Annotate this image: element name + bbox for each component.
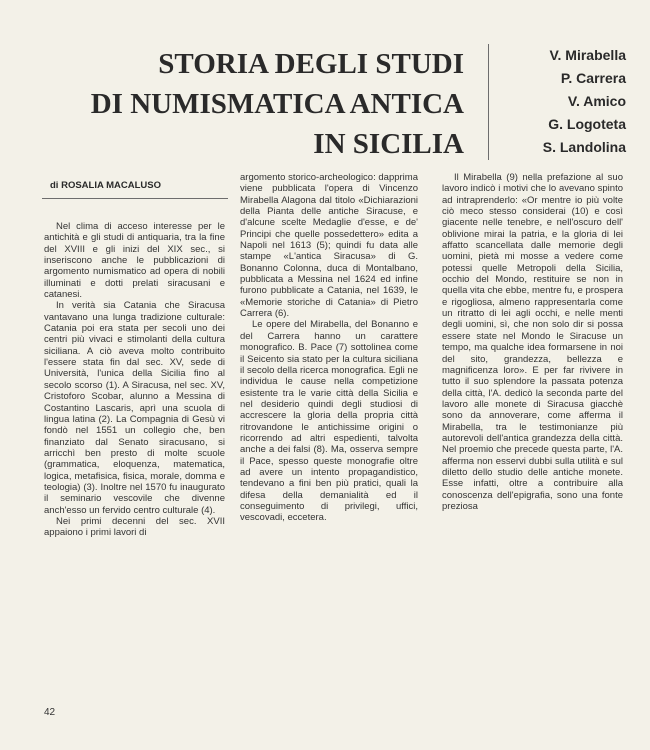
text-column-1	[44, 221, 225, 539]
byline-rule	[42, 198, 228, 199]
author-list	[476, 44, 626, 159]
article-title	[28, 44, 464, 164]
author-name: V. Mirabella	[549, 47, 626, 63]
title-line-3: IN SICILIA	[313, 128, 464, 160]
paragraph: Nei primi decenni del sec. XVII appaiono i primi lavori di	[44, 515, 225, 539]
page-number: 42	[44, 707, 56, 718]
author-name: S. Landolina	[542, 139, 626, 155]
paragraph: argomento storico-archeologico: dapprima viene pubblicata l'opera di Vincenzo Mirabella Alagona dal titolo «Dichiarazioni della Pianta delle antiche Siracuse, e d'alcune scelte Medaglie d'esse, e de' Principi che quelle possedettero» edita a Napoli nel 1613 (5); quindi fu data alle stampe «L'antica Siracusa» di G. Bonanno Colonna, duca di Montalbano, pubblicata a Messina nel 1624 ed infine furono pubblicate a Catania, nel 1639, le «Memorie storiche di Catania» di Pietro Carrera (6).	[240, 172, 418, 320]
title-line-2: DI NUMISMATICA ANTICA	[90, 88, 464, 120]
text-column-2	[240, 172, 418, 524]
paragraph: Le opere del Mirabella, del Bonanno e del Carrera hanno un carattere monografico. B. Pace (7) sottolinea come il Seicento sia stato per la cultura siciliana il secolo della ricerca monografica. Egli ne individua le cause nella competizione esistente tra le varie città della Sicilia e nel desiderio quindi degli studiosi di accrescere la gloria della propria città ritrovandone le antichissime origini o ricorrendo ad altri espedienti, talvolta anche a dei falsi (8). Ma, osserva sempre il Pace, spesso queste monografie oltre ad avere un intento propagandistico, tendevano a fini ben più pratici, quali la difesa della demanialità ed il conseguimento di privilegi, uffici, vescovadi, eccetera.	[240, 319, 418, 524]
paragraph: Il Mirabella (9) nella prefazione al suo lavoro indicò i motivi che lo avevano spinto ad intraprenderlo: «Or mentre io più volte ciò meco stesso considerai (10) e così giacente nelle tenebre, e nell'oscuro dell' oblivione mirai la patria, e la gloria di lei affatto scancellata dalle memorie degli uomini, pietà mi mosse a vedere come potessi quelle Metropoli della Sicilia, occhio del Mondo, restituire se non in quella vita che ebbe, mentre fu, e prospera e rigogliosa, almeno rappresentarla come un ritratto di lei agli occhi, e nelle menti degli uomini, sì, che non solo dir si possa essere state nel Mondo le Siracuse un tempo, ma qualche idea formarsene in noi del sito, grandezza, bellezza e magnificenza loro». E per far rivivere in tutto il suo splendore la passata potenza della città, l'A. dedicò la seconda parte del lavoro alle monete di Siracusa giacchè sono da annoverare, come afferma il Mirabella, tra le testimonianze più autorevoli dell'antica grandezza della città. Nel proemio che precede questa parte, l'A. afferma non esservi dubbi sulla utilità e sul diletto dello studio delle antiche monete. Esse infatti, oltre a contribuire alla conoscenza dell'epigrafia, sono una fonte preziosa	[442, 172, 623, 512]
author-name: P. Carrera	[560, 70, 626, 86]
paragraph: Nel clima di acceso interesse per le antichità e gli studi di antiquaria, tra la fine del XVIII e gli inizi del XIX sec., si inseriscono anche le pubblicazioni di argomento numismatico ad opera di nobili illuminati e dotti prelati siracusani e catanesi.	[44, 221, 225, 301]
byline: di ROSALIA MACALUSO	[50, 180, 162, 191]
author-name: G. Logoteta	[548, 116, 626, 132]
text-column-3	[442, 172, 623, 512]
author-name: V. Amico	[567, 93, 626, 109]
title-line-1: STORIA DEGLI STUDI	[158, 48, 464, 80]
paragraph: In verità sia Catania che Siracusa vantavano una lunga tradizione culturale: Catania poi era stata per secoli uno dei centri più vivaci e stimolanti della cultura siciliana. A ciò aveva molto contribuito l'essere stata fin dal sec. XV, sede di Università, l'unica della Sicilia fino al secolo scorso (1). A Siracusa, nel sec. XV, Cristoforo Scobar, alunno a Messina di Costantino Lascaris, aprì una scuola di lingua latina (2). La Compagnia di Gesù vi fondò nel 1551 un collegio che, ben finanziato dal Senato siracusano, si arricchì ben presto di molte scuole (grammatica, eloquenza, matematica, logica, metafisica, fisica, morale, domma e teologia) (3). Inoltre nel 1570 fu inaugurato il seminario vescovile che divenne anch'esso un fervido centro culturale (4).	[44, 300, 225, 516]
